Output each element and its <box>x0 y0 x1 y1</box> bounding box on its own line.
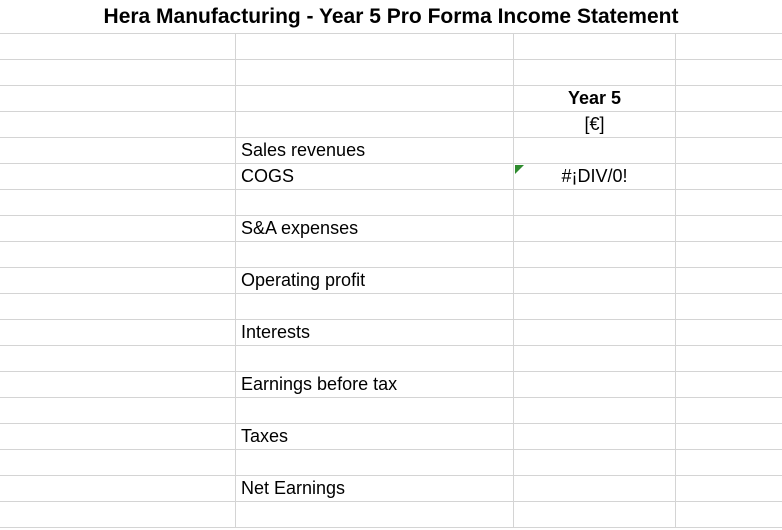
table-row <box>0 164 782 190</box>
cell[interactable] <box>0 34 235 59</box>
year5-value[interactable] <box>513 190 675 215</box>
cell[interactable] <box>675 346 782 371</box>
cell[interactable] <box>675 164 782 189</box>
year5-value[interactable] <box>513 138 675 163</box>
cell-value: #¡DIV/0! <box>561 166 628 186</box>
line-item-label[interactable] <box>235 450 513 475</box>
cell[interactable] <box>675 112 782 137</box>
year5-value[interactable] <box>513 216 675 241</box>
cell[interactable] <box>675 34 782 59</box>
year5-value[interactable] <box>513 320 675 345</box>
line-item-label[interactable] <box>235 398 513 423</box>
cell[interactable] <box>0 190 235 215</box>
cell[interactable] <box>675 320 782 345</box>
year5-value[interactable] <box>513 60 675 85</box>
line-item-label[interactable]: Net Earnings <box>235 476 513 501</box>
line-item-label[interactable] <box>235 346 513 371</box>
error-value-cell[interactable] <box>513 164 675 189</box>
line-item-label[interactable]: Operating profit <box>235 268 513 293</box>
line-item-label[interactable] <box>235 294 513 319</box>
cell[interactable] <box>0 268 235 293</box>
cell[interactable] <box>675 268 782 293</box>
line-item-label[interactable]: S&A expenses <box>235 216 513 241</box>
table-row <box>0 502 782 528</box>
table-row <box>0 138 782 164</box>
cell[interactable] <box>675 138 782 163</box>
cell[interactable] <box>0 112 235 137</box>
cell[interactable] <box>0 424 235 449</box>
line-item-label[interactable] <box>235 86 513 111</box>
cell[interactable] <box>0 398 235 423</box>
cell[interactable] <box>0 476 235 501</box>
table-row <box>0 476 782 502</box>
table-row <box>0 372 782 398</box>
line-item-label[interactable] <box>235 502 513 527</box>
line-item-label[interactable] <box>235 242 513 267</box>
cell[interactable] <box>0 320 235 345</box>
year5-value[interactable] <box>513 34 675 59</box>
cell[interactable] <box>0 372 235 397</box>
cell[interactable] <box>0 164 235 189</box>
line-item-label[interactable] <box>235 60 513 85</box>
table-row <box>0 424 782 450</box>
cell[interactable] <box>0 242 235 267</box>
table-row <box>0 242 782 268</box>
line-item-label[interactable]: Taxes <box>235 424 513 449</box>
year5-value[interactable] <box>513 346 675 371</box>
line-item-label[interactable] <box>235 190 513 215</box>
cell[interactable] <box>675 86 782 111</box>
table-row <box>0 398 782 424</box>
currency-header[interactable]: [€] <box>513 112 675 137</box>
cell[interactable] <box>0 86 235 111</box>
line-item-label[interactable]: Interests <box>235 320 513 345</box>
line-item-label[interactable] <box>235 34 513 59</box>
line-item-label[interactable] <box>235 112 513 137</box>
table-row <box>0 320 782 346</box>
sheet-title[interactable]: Hera Manufacturing - Year 5 Pro Forma Income Statement <box>0 0 782 34</box>
cell[interactable] <box>675 216 782 241</box>
table-row <box>0 450 782 476</box>
cell[interactable] <box>675 476 782 501</box>
cell[interactable] <box>675 190 782 215</box>
year5-value[interactable] <box>513 502 675 527</box>
table-row <box>0 34 782 60</box>
year5-value[interactable] <box>513 242 675 267</box>
year5-value[interactable] <box>513 476 675 501</box>
year5-value[interactable] <box>513 268 675 293</box>
year5-value[interactable] <box>513 398 675 423</box>
table-row <box>0 346 782 372</box>
cell[interactable] <box>0 294 235 319</box>
line-item-label[interactable]: Sales revenues <box>235 138 513 163</box>
cell[interactable] <box>675 398 782 423</box>
cell[interactable] <box>675 450 782 475</box>
spreadsheet-grid <box>0 34 782 528</box>
cell[interactable] <box>0 502 235 527</box>
cell[interactable] <box>675 60 782 85</box>
table-row <box>0 60 782 86</box>
year5-value[interactable] <box>513 424 675 449</box>
cell[interactable] <box>675 372 782 397</box>
table-row <box>0 112 782 138</box>
cell[interactable] <box>675 294 782 319</box>
line-item-label[interactable]: COGS <box>235 164 513 189</box>
year5-value[interactable] <box>513 450 675 475</box>
table-row <box>0 190 782 216</box>
table-row <box>0 216 782 242</box>
table-row <box>0 268 782 294</box>
cell[interactable] <box>0 60 235 85</box>
year5-value[interactable] <box>513 372 675 397</box>
cell[interactable] <box>0 346 235 371</box>
year-header[interactable]: Year 5 <box>513 86 675 111</box>
error-indicator-icon <box>515 165 524 174</box>
cell[interactable] <box>0 138 235 163</box>
table-row <box>0 86 782 112</box>
cell[interactable] <box>0 216 235 241</box>
cell[interactable] <box>675 502 782 527</box>
cell[interactable] <box>675 424 782 449</box>
cell[interactable] <box>0 450 235 475</box>
year5-value[interactable] <box>513 294 675 319</box>
line-item-label[interactable]: Earnings before tax <box>235 372 513 397</box>
cell[interactable] <box>675 242 782 267</box>
table-row <box>0 294 782 320</box>
